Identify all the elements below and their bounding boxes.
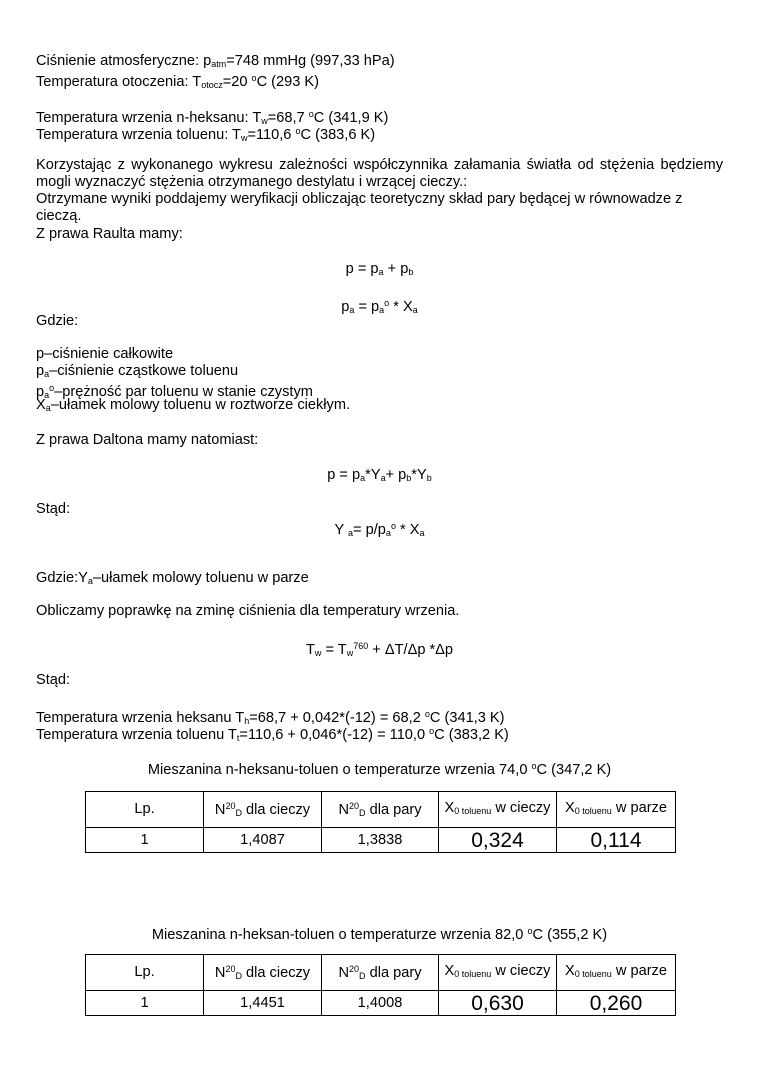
toluene-boiling-line: Temperatura wrzenia toluenu: Tw=110,6 $^o$C (383,6 K) — [36, 126, 376, 143]
hexane-corrected-line: Temperatura wrzenia heksanu Th=68,7 + 0,042*(-12) = 68,2 $^o$C (341,3 K) — [36, 709, 505, 726]
gdzie-label: Gdzie: — [36, 313, 79, 329]
cell-x-vapor: 0,260 — [557, 991, 676, 1016]
header-n-liquid: $N^{20}D$ dla cieczy — [204, 955, 322, 991]
header-n-liquid: $N^{20}D$ dla cieczy — [204, 792, 322, 828]
cell-x-liquid: 0,630 — [439, 991, 557, 1016]
patm-line: Ciśnienie atmosferyczne: patm=748 mmHg (997,33 hPa) — [36, 53, 395, 69]
header-n-vapor: $N^{20}D$ dla pary — [322, 792, 439, 828]
cell-n-vapor: 1,3838 — [322, 828, 439, 853]
cell-lp: 1 — [86, 828, 204, 853]
header-x-vapor: X0 toluenu w parze — [557, 792, 676, 828]
definition-ya: Gdzie:Ya–ułamek molowy toluenu w parze — [36, 570, 309, 586]
definition-pa: pa–ciśnienie cząstkowe toluenu — [36, 363, 239, 379]
dalton-equation: p = pa*Ya+ pb*Yb — [327, 467, 432, 483]
toluene-corrected-line: Temperatura wrzenia toluenu Tt=110,6 + 0,046*(-12) = 110,0 $^o$C (383,2 K) — [36, 726, 509, 743]
header-n-vapor: $N^{20}D$ dla pary — [322, 955, 439, 991]
totocz-line: Temperatura otoczenia: Totocz=20 $^o$C (293 K) — [36, 73, 320, 90]
definition-pao: $pa^o$–prężność par toluenu w stanie czystym — [36, 383, 313, 400]
cell-n-liquid: 1,4087 — [204, 828, 322, 853]
header-x-vapor: X0 toluenu w parze — [557, 955, 676, 991]
table-1 — [85, 791, 676, 853]
hexane-boiling-line: Temperatura wrzenia n-heksanu: Tw=68,7 $^o$C (341,9 K) — [36, 109, 389, 126]
table-2-header — [86, 955, 676, 991]
raoult-intro: Z prawa Raulta mamy: — [36, 226, 183, 242]
intro-paragraph-1: Korzystając z wykonanego wykresu zależności współczynnika załamania światła od stężenia będziemy mogli wyznaczyć stężenia otrzymanego destylatu i wrzącej cieczy.: — [36, 157, 723, 190]
intro-paragraph-2: Otrzymane wyniki poddajemy weryfikacji obliczając teoretyczny skład pary będącej w równowadze z cieczą. — [36, 191, 683, 224]
ya-equation: Y $a= p/pa^o * Xa$ — [334, 521, 425, 538]
header-lp: Lp. — [86, 792, 204, 828]
cell-n-liquid: 1,4451 — [204, 991, 322, 1016]
header-x-liquid: X0 toluenu w cieczy — [439, 792, 557, 828]
correction-intro: Obliczamy poprawkę na zminę ciśnienia dla temperatury wrzenia. — [36, 603, 460, 619]
table-row — [86, 828, 676, 853]
header-lp: Lp. — [86, 955, 204, 991]
raoult-equation-2: pa = $pa^o$ * Xa — [341, 298, 418, 315]
cell-x-liquid: 0,324 — [439, 828, 557, 853]
cell-n-vapor: 1,4008 — [322, 991, 439, 1016]
cell-x-vapor: 0,114 — [557, 828, 676, 853]
stad-label-1: Stąd: — [36, 501, 71, 517]
definition-p: p–ciśnienie całkowite — [36, 346, 174, 362]
definition-xa: Xa–ułamek molowy toluenu w roztworze ciekłym. — [36, 397, 351, 413]
raoult-equation-1: p = pa + pb — [345, 261, 414, 277]
table-1-header — [86, 792, 676, 828]
table-row — [86, 991, 676, 1016]
table-1-caption: Mieszanina n-heksanu-toluen o temperaturze wrzenia 74,0 $^o$C (347,2 K) — [147, 761, 612, 778]
table-2-caption: Mieszanina n-heksan-toluen o temperaturze wrzenia 82,0 $^o$C (355,2 K) — [151, 926, 608, 943]
dalton-intro: Z prawa Daltona mamy natomiast: — [36, 432, 259, 448]
header-x-liquid: X0 toluenu w cieczy — [439, 955, 557, 991]
stad-label-2: Stąd: — [36, 672, 71, 688]
cell-lp: 1 — [86, 991, 204, 1016]
table-2 — [85, 954, 676, 1016]
correction-equation: $Tw = Tw^{760} + \Delta T/\Delta p$ *Δp — [305, 641, 454, 658]
